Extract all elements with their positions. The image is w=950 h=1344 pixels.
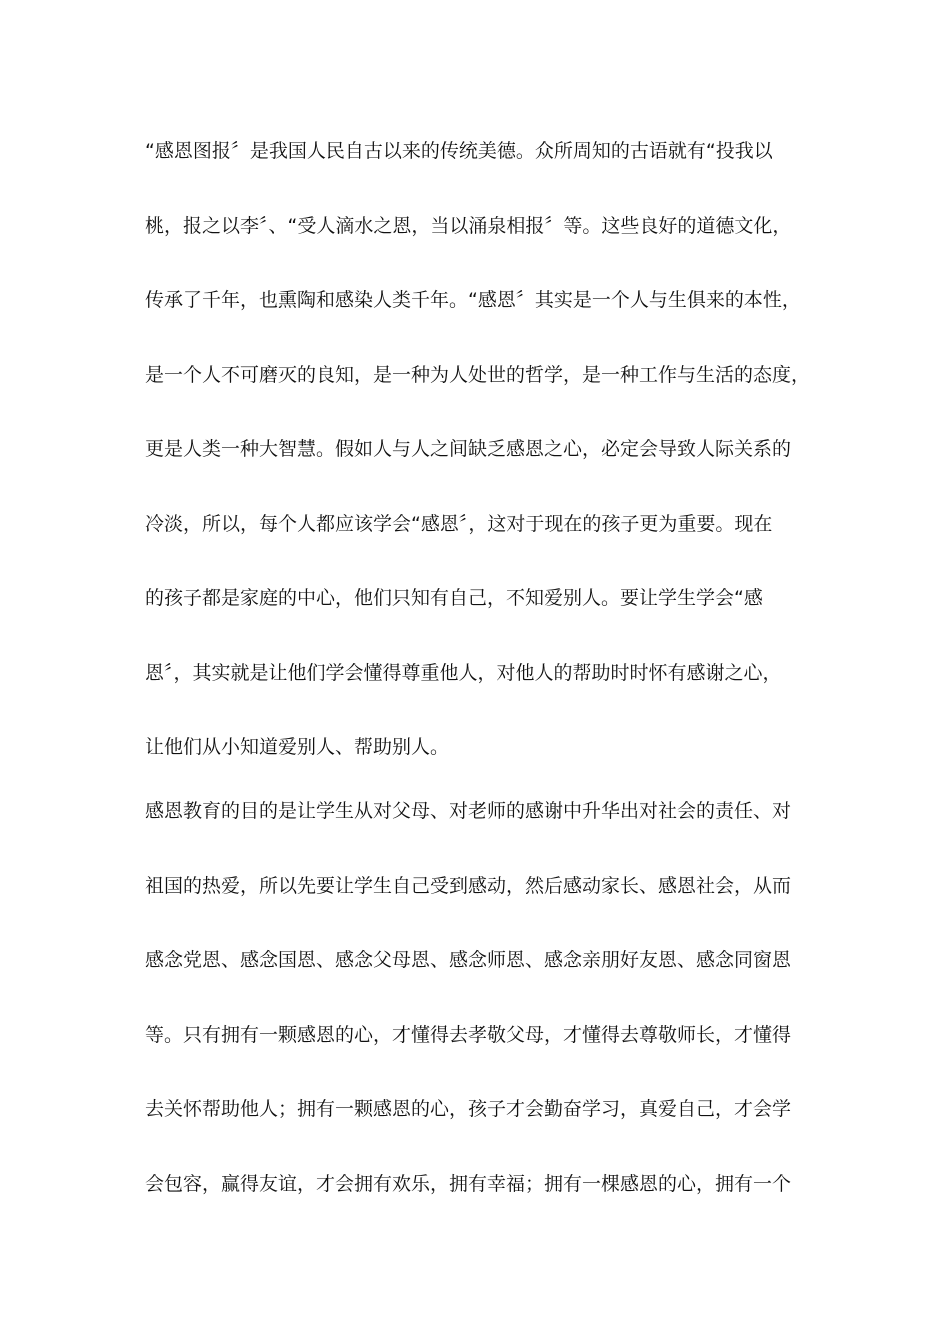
paragraph-1-line-9: 让他们从小知道爱别人、帮助别人。 bbox=[145, 736, 450, 758]
paragraph-1-line-2: 桃，报之以李〞、“受人滴水之恩，当以涌泉相报〞等。这些良好的道德文化， bbox=[145, 214, 792, 237]
paragraph-2-line-1: 感恩教育的目的是让学生从对父母、对老师的感谢中升华出对社会的责任、对 bbox=[145, 800, 792, 822]
paragraph-2 bbox=[145, 796, 825, 1243]
paragraph-1-line-6: 冷淡，所以，每个人都应该学会“感恩〞，这对于现在的孩子更为重要。现在 bbox=[145, 512, 773, 535]
paragraph-2-line-3: 感念党恩、感念国恩、感念父母恩、感念师恩、感念亲朋好友恩、感念同窗恩 bbox=[145, 949, 792, 971]
paragraph-2-line-6: 会包容，赢得友谊，才会拥有欢乐，拥有幸福；拥有一棵感恩的心，拥有一个 bbox=[145, 1172, 792, 1195]
paragraph-2-line-5: 去关怀帮助他人；拥有一颗感恩的心，孩子才会勤奋学习，真爱自己，才会学 bbox=[145, 1098, 792, 1120]
paragraph-1-line-7: 的孩子都是家庭的中心，他们只知有自己，不知爱别人。要让学生学会“感 bbox=[145, 587, 763, 609]
paragraph-1-line-8: 恩〞，其实就是让他们学会懂得尊重他人，对他人的帮助时时怀有感谢之心， bbox=[145, 661, 782, 684]
paragraph-1 bbox=[145, 136, 825, 807]
paragraph-2-line-4: 等。只有拥有一颗感恩的心，才懂得去孝敬父母，才懂得去尊敬师长，才懂得 bbox=[145, 1023, 792, 1046]
paragraph-1-line-4: 是一个人不可磨灭的良知，是一种为人处世的哲学，是一种工作与生活的态度， bbox=[145, 363, 811, 386]
paragraph-1-line-1: “感恩图报〞是我国人民自古以来的传统美德。众所周知的古语就有“投我以 bbox=[145, 140, 773, 162]
paragraph-2-line-2: 祖国的热爱，所以先要让学生自己受到感动，然后感动家长、感恩社会，从而 bbox=[145, 874, 792, 897]
paragraph-1-line-5: 更是人类一种大智慧。假如人与人之间缺乏感恩之心，必定会导致人际关系的 bbox=[145, 438, 792, 460]
paragraph-1-line-3: 传承了千年，也熏陶和感染人类千年。“感恩〞其实是一个人与生俱来的本性， bbox=[145, 289, 801, 311]
